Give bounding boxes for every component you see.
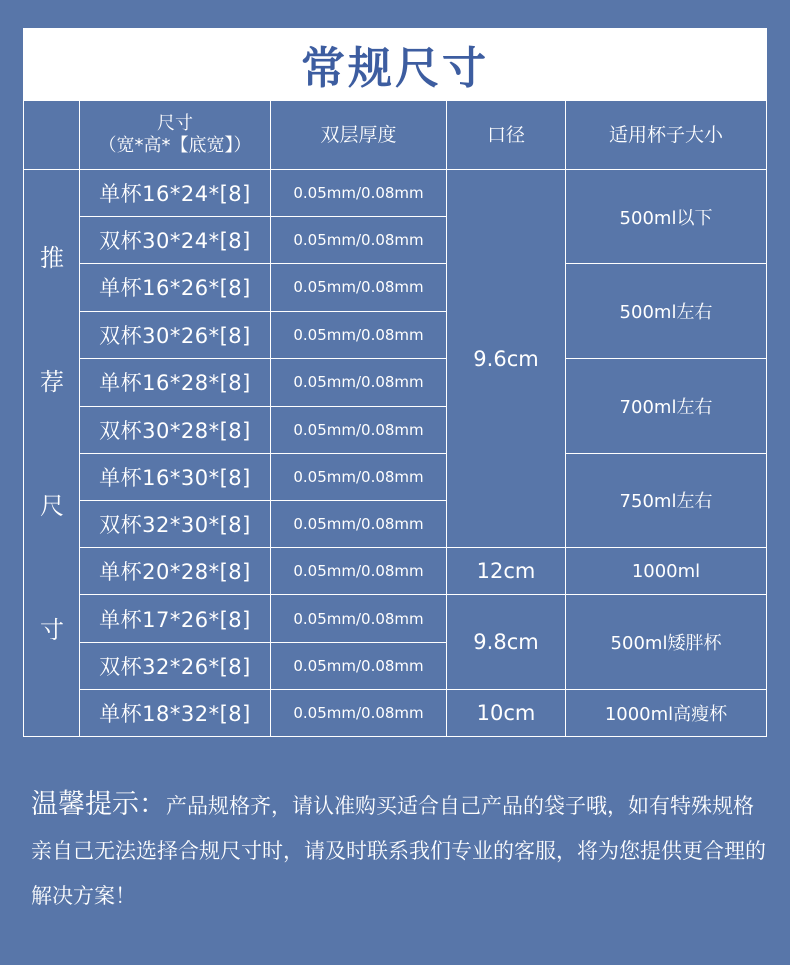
table-row: [24, 264, 767, 312]
tip-block: [31, 782, 766, 919]
table-row: [24, 690, 767, 737]
cup-cell: 750ml左右: [566, 453, 767, 548]
mouth-cell: 10cm: [447, 690, 566, 737]
cup-cell: 500ml左右: [566, 264, 767, 359]
tip-text: 产品规格齐，请认准购买适合自己产品的袋子哦，如有特殊规格亲自己无法选择合规尺寸时，请及时联系我们专业的客服，将为您提供更合理的解决方案！: [31, 794, 766, 908]
header-cup: 适用杯子大小: [566, 101, 767, 170]
size-cell: 双杯30*26*[8]: [80, 311, 271, 358]
thickness-cell: 0.05mm/0.08mm: [271, 548, 447, 595]
table-row: [24, 170, 767, 217]
side-label-cell: [24, 170, 80, 737]
header-size-title: 尺寸: [157, 113, 193, 134]
table-row: [24, 453, 767, 501]
header-mouth: 口径: [447, 101, 566, 170]
thickness-cell: 0.05mm/0.08mm: [271, 453, 447, 501]
cup-cell: 1000ml高瘦杯: [566, 690, 767, 737]
cup-cell: 1000ml: [566, 548, 767, 595]
thickness-cell: 0.05mm/0.08mm: [271, 406, 447, 453]
mouth-cell: 9.8cm: [447, 595, 566, 690]
size-cell: 单杯17*26*[8]: [80, 595, 271, 643]
header-size-subtitle: （宽*高*【底宽】）: [98, 135, 252, 156]
tip-heading: 温馨提示：: [31, 789, 166, 820]
size-cell: 双杯32*30*[8]: [80, 501, 271, 548]
table-row: [24, 548, 767, 595]
cup-cell: 500ml矮胖杯: [566, 595, 767, 690]
cup-cell: 700ml左右: [566, 358, 767, 453]
thickness-cell: 0.05mm/0.08mm: [271, 170, 447, 217]
size-table: [23, 100, 767, 737]
size-cell: 单杯16*28*[8]: [80, 358, 271, 406]
header-thickness: 双层厚度: [271, 101, 447, 170]
thickness-cell: 0.05mm/0.08mm: [271, 595, 447, 643]
thickness-cell: 0.05mm/0.08mm: [271, 501, 447, 548]
size-cell: 双杯32*26*[8]: [80, 643, 271, 690]
size-cell: 双杯30*24*[8]: [80, 217, 271, 264]
size-cell: 单杯16*30*[8]: [80, 453, 271, 501]
thickness-cell: 0.05mm/0.08mm: [271, 643, 447, 690]
header-corner: [24, 101, 80, 170]
mouth-cell: 12cm: [447, 548, 566, 595]
cup-cell: 500ml以下: [566, 170, 767, 264]
size-cell: 单杯20*28*[8]: [80, 548, 271, 595]
size-cell: 单杯18*32*[8]: [80, 690, 271, 737]
side-label-char: 寸: [40, 616, 64, 644]
size-cell: 双杯30*28*[8]: [80, 406, 271, 453]
header-size: [80, 101, 271, 170]
table-row: [24, 595, 767, 643]
side-label-char: 推: [40, 244, 64, 272]
size-cell: 单杯16*26*[8]: [80, 264, 271, 312]
thickness-cell: 0.05mm/0.08mm: [271, 264, 447, 312]
table-header-row: [24, 101, 767, 170]
thickness-cell: 0.05mm/0.08mm: [271, 358, 447, 406]
thickness-cell: 0.05mm/0.08mm: [271, 311, 447, 358]
thickness-cell: 0.05mm/0.08mm: [271, 690, 447, 737]
table-row: [24, 358, 767, 406]
mouth-cell: 9.6cm: [447, 170, 566, 548]
size-cell: 单杯16*24*[8]: [80, 170, 271, 217]
side-label-char: 尺: [40, 492, 64, 520]
side-label-char: 荐: [40, 368, 64, 396]
page-title: 常规尺寸: [23, 28, 767, 100]
thickness-cell: 0.05mm/0.08mm: [271, 217, 447, 264]
